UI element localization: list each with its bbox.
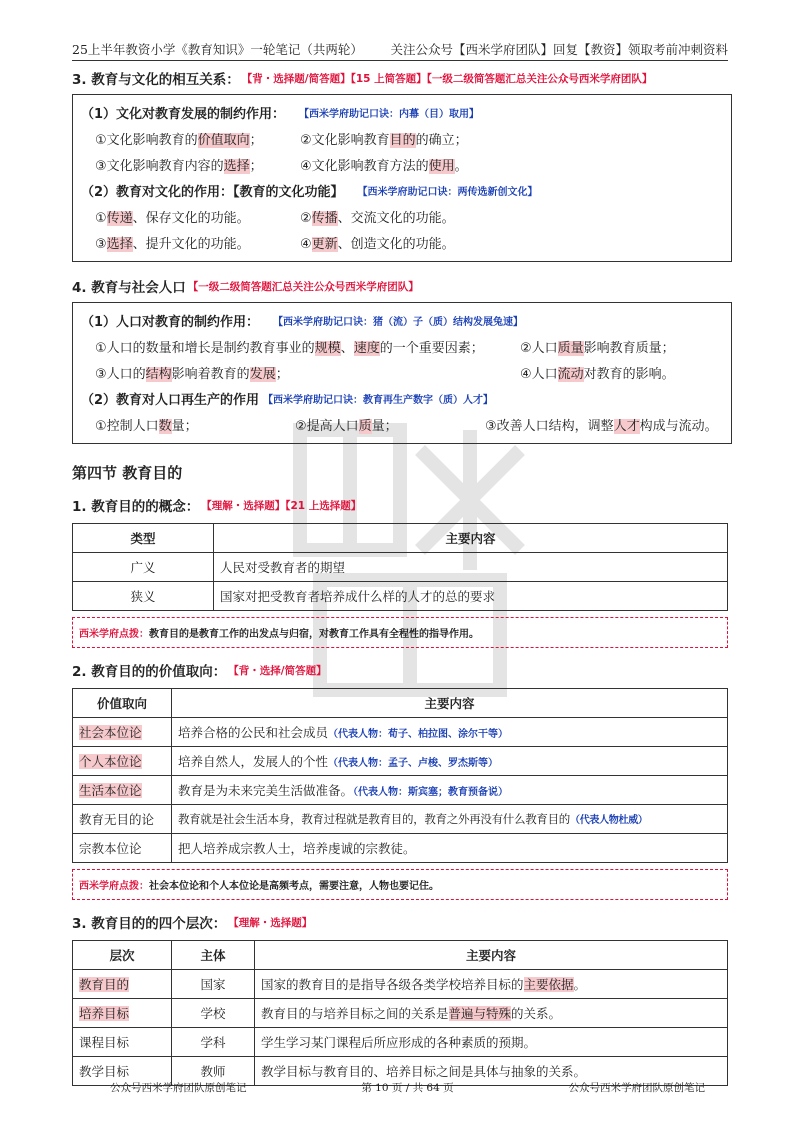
- population-box: [72, 302, 732, 444]
- concept-title: 1. 教育目的的概念： 【理解・选择题】【21 上选择题】: [72, 499, 362, 515]
- concept-table: [72, 523, 728, 611]
- table-row: 社会本位论 培养合格的公民和社会成员（代表人物：荀子、柏拉图、涂尔干等）: [73, 718, 728, 747]
- tip-box: 西米学府点拨：社会本位论和个人本位论是高频考点，需要注意，人物也要记住。: [72, 869, 728, 900]
- list-item: ①文化影响教育的价值取向；: [95, 132, 263, 148]
- table-row: 教育无目的论 教育就是社会生活本身，教育过程就是教育目的，教育之外再没有什么教育目的（代表人物杜威）: [73, 805, 728, 834]
- table-row: 生活本位论 教育是为未来完美生活做准备。（代表人物：斯宾塞；教育预备说）: [73, 776, 728, 805]
- culture-p2-title: （2）教育对文化的作用：【教育的文化功能】 【西米学府助记口诀：两传选新创文化】: [81, 184, 538, 200]
- levels-table: [72, 940, 728, 1086]
- list-item: ③人口的结构影响着教育的发展；: [95, 366, 289, 382]
- list-item: ①人口的数量和增长是制约教育事业的规模、速度的一个重要因素；: [95, 340, 484, 356]
- list-item: ①控制人口数量；: [95, 418, 198, 434]
- list-item: ②传播、交流文化的功能。: [300, 210, 455, 226]
- levels-title: 3. 教育目的的四个层次： 【理解・选择题】: [72, 916, 313, 932]
- list-item: ②人口质量影响教育质量；: [520, 340, 675, 356]
- page-header: [72, 38, 728, 61]
- mnemonic: 【西米学府助记口诀：教育再生产数字（质）人才】: [263, 394, 494, 406]
- list-row: [81, 151, 723, 177]
- list-row: [81, 125, 723, 151]
- list-item: ④人口流动对教育的影响。: [520, 366, 675, 382]
- population-p1-title: （1）人口对教育的制约作用： 【西米学府助记口诀：猪（流）子（质）结构发展兔速】: [81, 314, 524, 330]
- list-item: ①传递、保存文化的功能。: [95, 210, 250, 226]
- footer-left: 公众号西米学府团队原创笔记: [110, 1082, 247, 1094]
- list-item: ④更新、创造文化的功能。: [300, 236, 455, 252]
- table-row: 宗教本位论 把人培养成宗教人士，培养虔诚的宗教徒。: [73, 834, 728, 863]
- table-row: 课程目标 学科 学生学习某门课程后所应形成的各种素质的预期。: [73, 1028, 728, 1057]
- list-item: ③改善人口结构，调整人才构成与流动。: [485, 418, 718, 434]
- population-p2-title: （2）教育对人口再生产的作用 【西米学府助记口诀：教育再生产数字（质）人才】: [81, 392, 494, 408]
- list-row: [81, 411, 723, 437]
- section-3-title: 3. 教育与文化的相互关系： 【背・选择题/简答题】【15 上简答题】【一级二级简答题汇总关注公众号西米学府团队】: [72, 72, 653, 88]
- page-number: 第 10 页 / 共 64 页: [361, 1082, 454, 1094]
- tip-box: 西米学府点拨：教育目的是教育工作的出发点与归宿，对教育工作具有全程性的指导作用。: [72, 617, 728, 648]
- list-row: [81, 203, 723, 229]
- table-row: 狭义 国家对把受教育者培养成什么样的人才的总的要求: [73, 582, 728, 611]
- table-row: 教学目标 教师 教学目标与教育目的、培养目标之间是具体与抽象的关系。: [73, 1057, 728, 1086]
- footer-right: 公众号西米学府团队原创笔记: [568, 1082, 705, 1094]
- mnemonic: 【西米学府助记口诀：内幕（目）取用】: [299, 108, 480, 120]
- chapter-title: 第四节 教育目的: [72, 464, 183, 482]
- list-row: [81, 229, 723, 255]
- list-item: ②文化影响教育目的的确立；: [300, 132, 468, 148]
- page-content: [72, 68, 732, 1086]
- table-header-row: 类型 主要内容: [73, 524, 728, 553]
- header-left: 25上半年教资小学《教育知识》一轮笔记（共两轮）: [72, 42, 363, 57]
- table-header-row: 层次 主体 主要内容: [73, 941, 728, 970]
- list-item: ④文化影响教育方法的使用。: [300, 158, 468, 174]
- list-row: [81, 333, 723, 359]
- table-row: 培养目标 学校 教育目的与培养目标之间的关系是普遍与特殊的关系。: [73, 999, 728, 1028]
- page-footer: [110, 1080, 705, 1098]
- list-item: ②提高人口质量；: [295, 418, 398, 434]
- mnemonic: 【西米学府助记口诀：两传选新创文化】: [357, 186, 538, 198]
- list-row: [81, 359, 723, 385]
- list-item: ③选择、提升文化的功能。: [95, 236, 250, 252]
- table-header-row: 价值取向 主要内容: [73, 689, 728, 718]
- section-4-tags: 【一级二级简答题汇总关注公众号西米学府团队】: [187, 280, 419, 293]
- value-orientation-table: [72, 688, 728, 863]
- table-row: 广义 人民对受教育者的期望: [73, 553, 728, 582]
- mnemonic: 【西米学府助记口诀：猪（流）子（质）结构发展兔速】: [273, 316, 524, 328]
- section-4-title: 4. 教育与社会人口 【一级二级简答题汇总关注公众号西米学府团队】: [72, 280, 419, 296]
- section-3-tags: 【背・选择题/简答题】【15 上简答题】【一级二级简答题汇总关注公众号西米学府团队】: [241, 72, 653, 85]
- culture-box: [72, 94, 732, 262]
- table-row: 个人本位论 培养自然人，发展人的个性（代表人物：孟子、卢梭、罗杰斯等）: [73, 747, 728, 776]
- table-row: 教育目的 国家 国家的教育目的是指导各级各类学校培养目标的主要依据。: [73, 970, 728, 999]
- culture-p1-title: （1）文化对教育发展的制约作用： 【西米学府助记口诀：内幕（目）取用】: [81, 106, 480, 122]
- value-orientation-title: 2. 教育目的的价值取向： 【背・选择/简答题】: [72, 664, 327, 680]
- list-item: ③文化影响教育内容的选择；: [95, 158, 263, 174]
- header-right: 关注公众号【西米学府团队】回复【教资】领取考前冲刺资料: [390, 42, 728, 57]
